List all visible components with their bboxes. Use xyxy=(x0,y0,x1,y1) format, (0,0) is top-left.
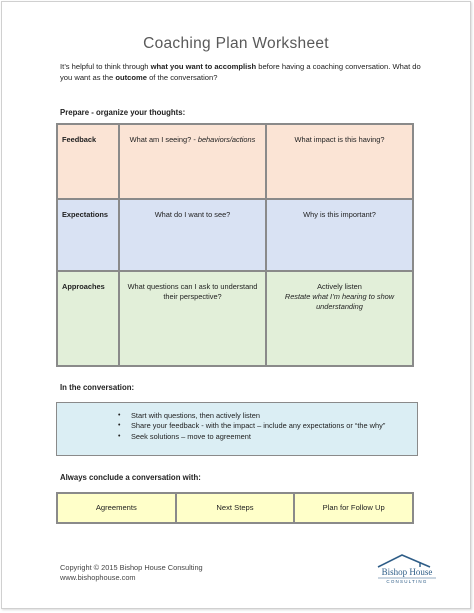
worksheet-page xyxy=(1,1,471,609)
expectations-question-2: Why is this important? xyxy=(266,199,413,271)
bullet-icon: • xyxy=(118,412,121,419)
conversation-item-text: Seek solutions – move to agreement xyxy=(131,431,251,441)
intro-text-1: It’s helpful to think through xyxy=(60,62,151,71)
intro-text-3: of the conversation? xyxy=(146,73,218,82)
conversation-item-text: Start with questions, then actively listen xyxy=(131,411,260,420)
approaches-question-1: What questions can I ask to understand their perspective? xyxy=(119,271,266,366)
intro-text-2: before having a coaching conversation. What do you want as the xyxy=(60,62,421,82)
conversation-heading: In the conversation: xyxy=(60,383,135,392)
conversation-item xyxy=(118,411,417,421)
conversation-box xyxy=(56,402,418,456)
follow-up-box: Plan for Follow Up xyxy=(294,493,413,523)
bishop-house-logo xyxy=(372,553,442,593)
intro-paragraph xyxy=(60,61,430,83)
conversation-list xyxy=(57,403,417,442)
conversation-item xyxy=(118,431,417,442)
approaches-question-2 xyxy=(266,271,413,366)
agreements-box: Agreements xyxy=(57,493,176,523)
prepare-heading: Prepare - organize your thoughts: xyxy=(60,108,186,117)
expectations-question-1: What do I want to see? xyxy=(119,199,266,271)
approaches-question-2-title: Actively listen xyxy=(317,282,362,291)
conversation-item xyxy=(118,421,417,431)
copyright-text: Copyright © 2015 Bishop House Consulting xyxy=(60,563,203,572)
prepare-grid xyxy=(56,123,414,367)
intro-bold-accomplish: what you want to accomplish xyxy=(150,62,257,71)
logo-tagline: CONSULTING xyxy=(386,579,428,584)
feedback-label: Feedback xyxy=(57,124,119,199)
intro-bold-outcome: outcome xyxy=(115,73,147,82)
conclude-heading: Always conclude a conversation with: xyxy=(60,473,201,482)
approaches-label: Approaches xyxy=(57,271,119,366)
bullet-icon: • xyxy=(118,432,121,440)
next-steps-box: Next Steps xyxy=(176,493,295,523)
feedback-question-1-text: What am I seeing? - xyxy=(129,135,198,144)
feedback-question-1-italic: behaviors/actions xyxy=(197,135,256,144)
conversation-item-text: Share your feedback - with the impact – include any expectations or “the why” xyxy=(131,421,386,431)
feedback-question-1 xyxy=(119,124,266,199)
expectations-label: Expectations xyxy=(57,199,119,271)
logo-name: Bishop House xyxy=(381,567,433,577)
conclude-row xyxy=(56,492,414,524)
feedback-question-2: What impact is this having? xyxy=(266,124,413,199)
approaches-question-2-italic: Restate what I’m hearing to show understanding xyxy=(284,292,395,311)
page-title: Coaching Plan Worksheet xyxy=(143,35,329,52)
footer xyxy=(60,563,203,583)
website-link[interactable]: www.bishophouse.com xyxy=(60,573,136,582)
bullet-icon: • xyxy=(118,422,121,430)
